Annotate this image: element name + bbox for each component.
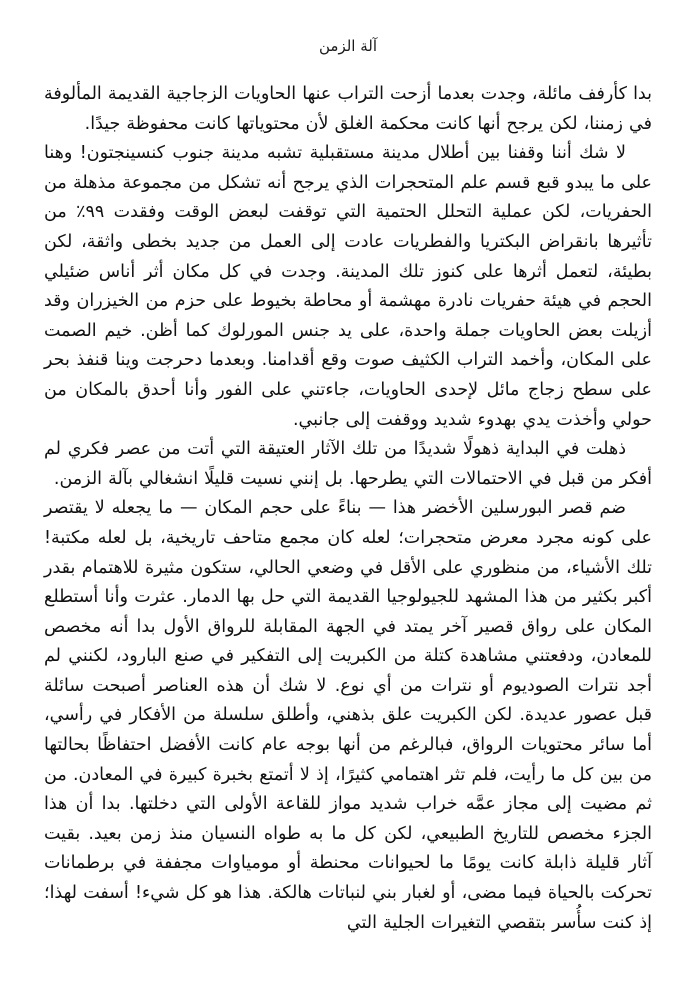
- paragraph-1: بدا كأرفف مائلة، وجدت بعدما أزحت التراب عنها الحاويات الزجاجية القديمة المألوفة في زمننا، لكن يرجح أنها كانت محكمة الغلق لأن محتوياتها كانت محفوظة جيدًا.: [44, 84, 652, 134]
- paragraph-2: لا شك أننا وقفنا بين أطلال مدينة مستقبلية تشبه مدينة جنوب كنسينجتون! وهنا على ما يبدو قبع قسم علم المتحجرات الذي يرجح أنه تشكل من مجموعة مذهلة من الحفريات، لكن عملية التحلل الحتمية التي توقفت لبعض الوقت وفقدت ٩٩٪ من تأثيرها بانقراض البكتريا والفطريات عادت إلى العمل من جديد بخطى واثقة، لكن بطيئة، لتعمل أثرها على كنوز تلك المدينة. وجدت في كل مكان أثر أناس ضئيلي الحجم في هيئة حفريات نادرة مهشمة أو محاطة بخيوط على حزم من الخيزران وقد أزيلت بعض الحاويات جملة واحدة، على يد جنس المورلوك كما أظن. خيم الصمت على المكان، وأخمد التراب الكثيف صوت وقع أقدامنا. وبعدما دحرجت وينا قنفذ بحر على سطح زجاج مائل لإحدى الحاويات، جاءتني على الفور وأنا أحدق بالمكان من حولي وأخذت يدي بهدوء شديد ووقفت إلى جانبي.: [44, 143, 652, 430]
- paragraph-3: ذهلت في البداية ذهولًا شديدًا من تلك الآثار العتيقة التي أتت من عصر فكري لم أفكر من قبل في الاحتمالات التي يطرحها. بل إنني نسيت قليلًا انشغالي بآلة الزمن.: [44, 439, 652, 489]
- running-title: آلة الزمن: [318, 37, 377, 55]
- body-text: [44, 80, 652, 938]
- paragraph-4: ضم قصر البورسلين الأخضر هذا — بناءً على حجم المكان — ما يجعله لا يقتصر على كونه مجرد معرض متحجرات؛ لعله كان مجمع متاحف تاريخية، بل لعله مكتبة! تلك الأشياء، من منظوري على الأقل في وضعي الحالي، ستكون مثيرة للاهتمام بقدر أكبر بكثير من هذا المشهد للجيولوجيا القديمة التي حل بها الدمار. عثرت وأنا أستطلع المكان على رواق قصير آخر يمتد في الجهة المقابلة للرواق الأول بدا أنه مخصص للمعادن، ودفعتني مشاهدة كتلة من الكبريت إلى التفكير في صنع البارود، لكنني لم أجد نترات الصوديوم أو نترات من أي نوع. لا شك أن هذه العناصر أصبحت سائلة قبل عصور عديدة. لكن الكبريت علق بذهني، وأطلق سلسلة من الأفكار في رأسي، أما سائر محتويات الرواق، فبالرغم من أنها بوجه عام كانت الأفضل احتفاظًا بحالتها من بين كل ما رأيت، فلم تثر اهتمامي كثيرًا، إذ لا أتمتع بخبرة كبيرة في المعادن. من ثم مضيت إلى مجاز عمَّه خراب شديد مواز للقاعة الأولى التي دخلتها. بدا أن هذا الجزء مخصص للتاريخ الطبيعي، لكن كل ما به طواه النسيان منذ زمن بعيد. بقيت آثار قليلة ذابلة كانت يومًا ما لحيوانات محنطة أو مومياوات مجففة في برطمانات تحركت بالحياة فيما مضى، أو لغبار بني لنباتات هالكة. هذا هو كل شيء! أسفت لهذا؛ إذ كنت سأُسر بتقصي التغيرات الجلية التي: [44, 498, 652, 933]
